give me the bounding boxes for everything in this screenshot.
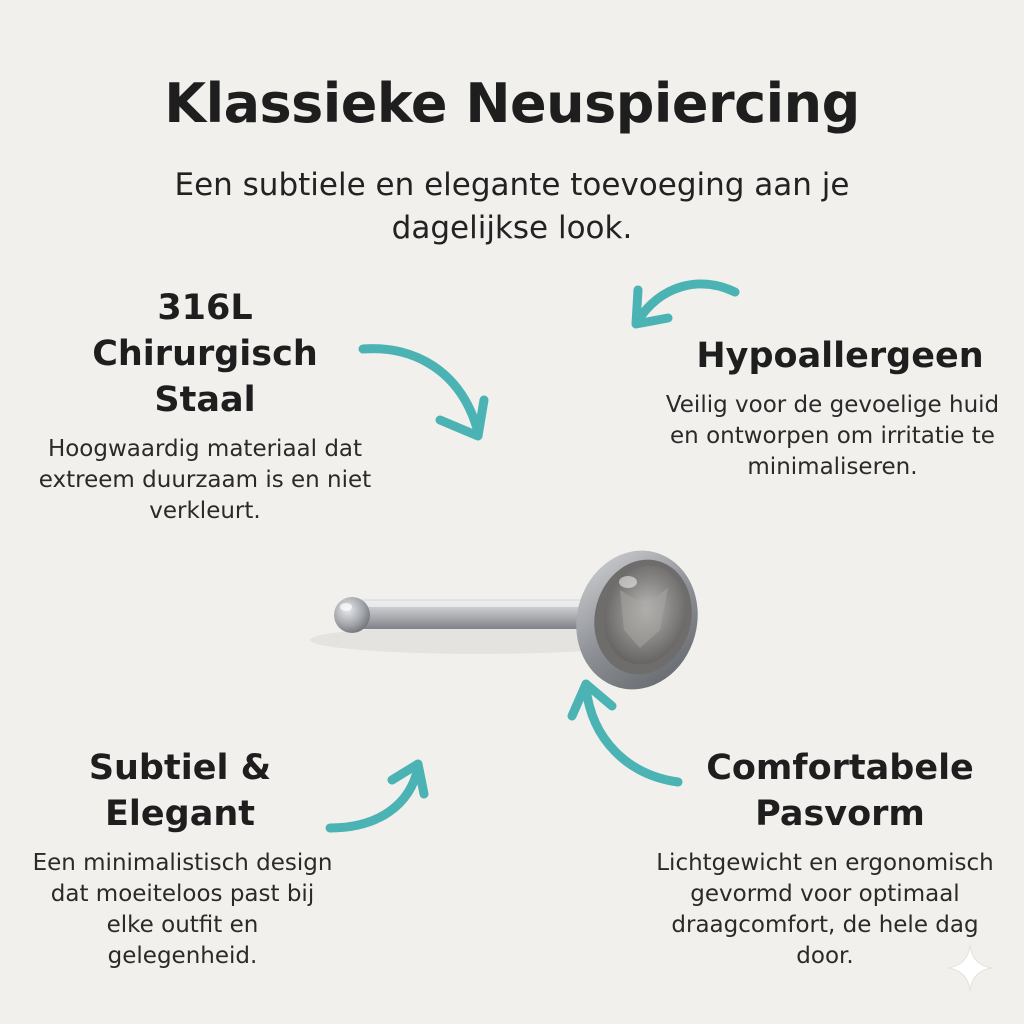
feature-title-elegant: Subtiel & Elegant <box>88 748 272 834</box>
feature-description-hypoallergenic: Veilig voor de gevoelige huid en ontworpen om irritatie te minimaliseren. <box>665 392 1000 480</box>
arrow-comfort-icon <box>572 684 678 782</box>
feature-description-steel: Hoogwaardig materiaal dat extreem duurzaam is en niet verkleurt. <box>38 436 372 524</box>
arrow-hypoallergenic-icon <box>636 284 735 324</box>
nose-stud-image <box>310 537 713 703</box>
feature-description-elegant: Een minimalistisch design dat moeiteloos past bij elke outfit en gelegenheid. <box>32 850 333 969</box>
page-subtitle: Een subtiele en elegante toevoeging aan je dagelijkse look. <box>174 167 850 246</box>
arrow-elegant-icon <box>330 764 424 828</box>
feature-description-comfort: Lichtgewicht en ergonomisch gevormd voor optimaal draagcomfort, de hele dag door. <box>656 850 994 969</box>
page-title: Klassieke Neuspiercing <box>164 72 860 135</box>
feature-title-hypoallergenic: Hypoallergeen <box>696 336 984 376</box>
feature-title-steel: 316L Chirurgisch Staal <box>92 288 318 420</box>
arrow-steel-icon <box>363 349 484 436</box>
sparkle-icon <box>948 945 992 991</box>
feature-title-comfort: Comfortabele Pasvorm <box>706 748 974 834</box>
